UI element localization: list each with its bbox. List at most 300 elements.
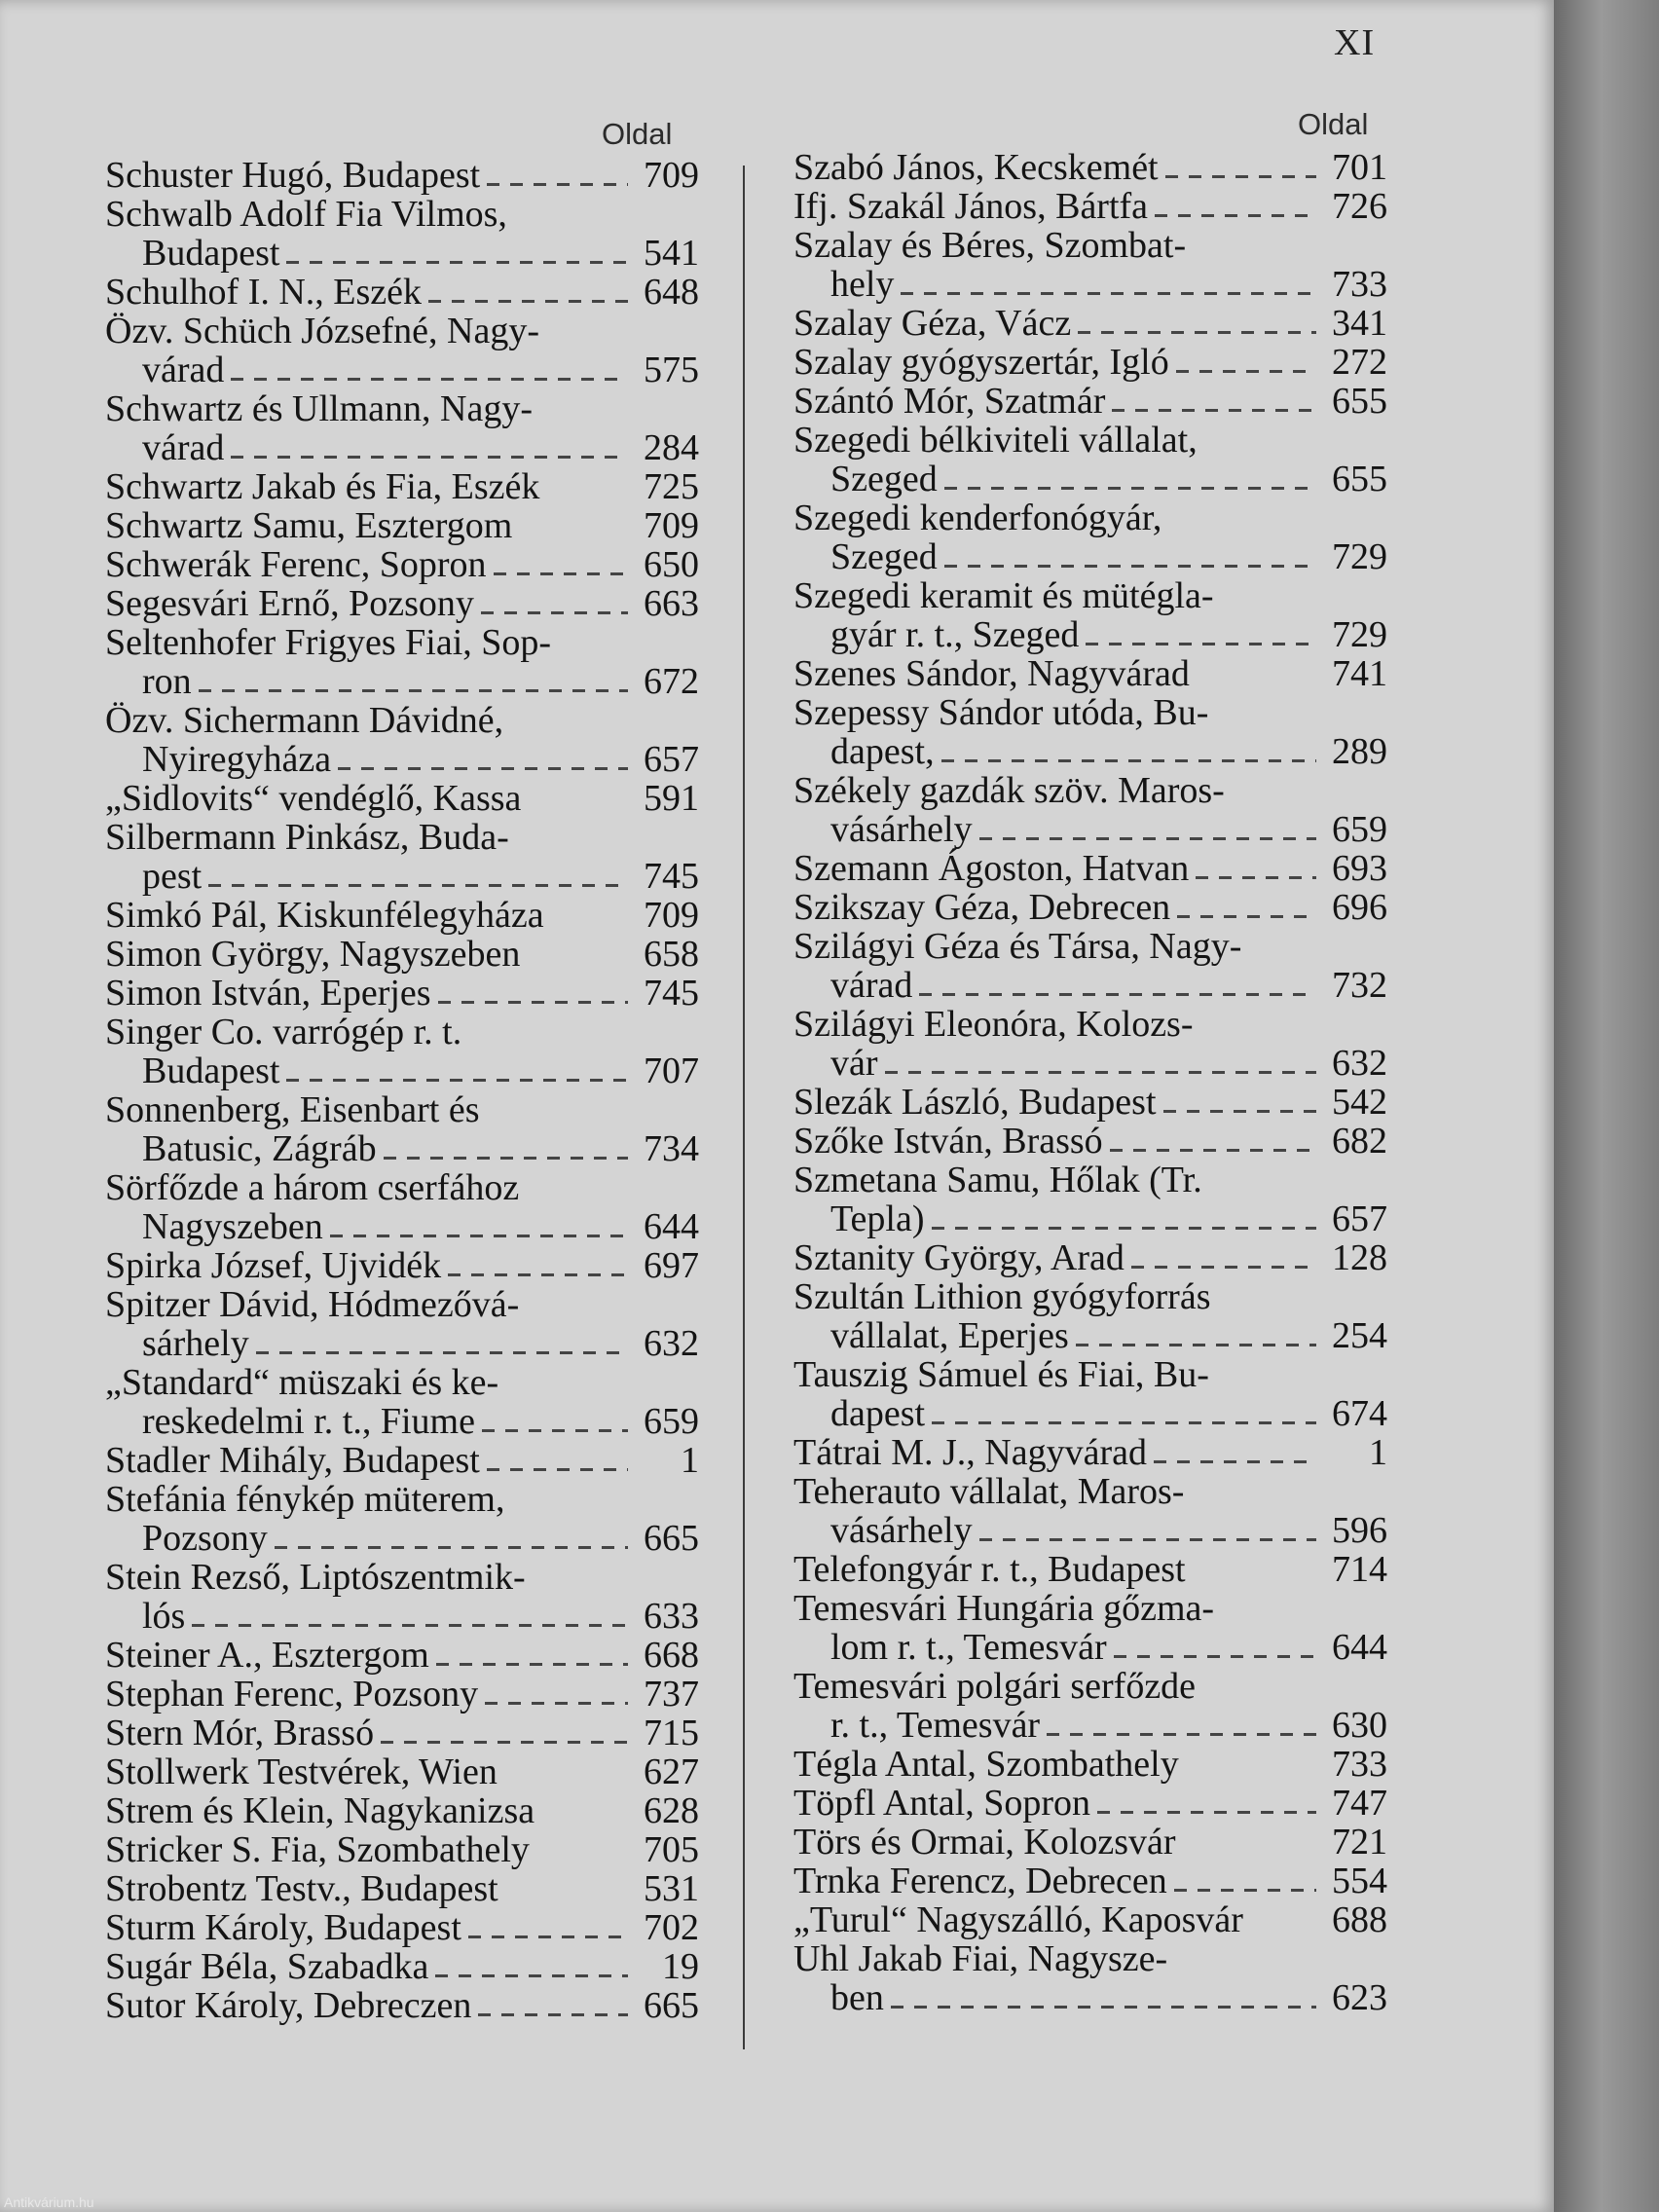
entry-text: Stefánia fénykép müterem, — [105, 1479, 505, 1520]
index-entry-line — [793, 1083, 1387, 1122]
entry-text: ben — [830, 1977, 884, 2018]
entry-page-number: 714 — [1332, 1549, 1387, 1590]
index-entry-line — [105, 818, 699, 857]
entry-text: Sonnenberg, Eisenbart és — [105, 1089, 480, 1130]
entry-page-number: 734 — [644, 1128, 699, 1169]
entry-text: vásárhely — [830, 1510, 973, 1551]
index-entry-line — [793, 1005, 1387, 1044]
index-entry-line — [105, 1207, 699, 1246]
index-entry-line — [105, 1869, 699, 1908]
index-entry-line — [105, 506, 699, 545]
entry-text: Schwartz Jakab és Fia, Eszék — [105, 466, 540, 507]
entry-text: pest — [142, 856, 203, 897]
index-entry-line — [793, 1394, 1387, 1433]
index-entry-line — [793, 966, 1387, 1005]
entry-page-number: 623 — [1332, 1977, 1387, 2018]
index-entry-line — [105, 1908, 699, 1947]
entry-text: Budapest — [142, 233, 280, 274]
dot-leader — [1112, 409, 1316, 412]
dot-leader — [901, 292, 1316, 295]
index-entry-line — [105, 1519, 699, 1558]
entry-page-number: 650 — [644, 544, 699, 585]
index-entry-line — [793, 927, 1387, 966]
entry-text: várad — [142, 427, 225, 468]
watermark: Antikvárium.hu — [4, 2194, 94, 2210]
index-entry-line — [105, 350, 699, 389]
entry-text: Özv. Sichermann Dávidné, — [105, 700, 504, 741]
index-entry-line — [105, 1714, 699, 1752]
entry-text: várad — [830, 965, 913, 1006]
entry-page-number: 747 — [1332, 1783, 1387, 1824]
index-entry-line — [793, 1939, 1387, 1978]
entry-page-number: 531 — [644, 1868, 699, 1909]
entry-text: Simkó Pál, Kiskunfélegyháza — [105, 895, 544, 936]
entry-text: Strem és Klein, Nagykanizsa — [105, 1790, 535, 1831]
dot-leader — [1110, 1149, 1316, 1152]
entry-page-number: 732 — [1332, 965, 1387, 1006]
entry-page-number: 697 — [644, 1245, 699, 1286]
index-entry-line — [105, 974, 699, 1013]
entry-page-number: 696 — [1332, 887, 1387, 928]
index-entry-line — [105, 467, 699, 506]
entry-text: Tátrai M. J., Nagyvárad — [793, 1432, 1147, 1473]
dot-leader — [1154, 1460, 1316, 1463]
entry-text: Temesvári Hungária gőzma- — [793, 1588, 1215, 1629]
entry-text: gyár r. t., Szeged — [830, 614, 1080, 655]
dot-leader — [208, 884, 628, 887]
index-entry-line — [105, 545, 699, 584]
entry-page-number: 709 — [644, 505, 699, 546]
dot-leader — [941, 759, 1316, 762]
entry-text: Tégla Antal, Szombathely — [793, 1744, 1179, 1785]
entry-text: Sugár Béla, Szabadka — [105, 1946, 429, 1987]
index-entry-line — [105, 1791, 699, 1830]
dot-leader — [286, 1079, 628, 1082]
entry-text: Szőke István, Brassó — [793, 1121, 1103, 1161]
dot-leader — [1174, 1889, 1316, 1892]
index-entry-line — [793, 1667, 1387, 1706]
index-entry-line — [793, 1472, 1387, 1511]
index-entry-line — [793, 1316, 1387, 1355]
index-entry-line — [105, 389, 699, 428]
index-entry-line — [105, 1402, 699, 1441]
index-entry-line — [793, 1199, 1387, 1238]
entry-text: Szikszay Géza, Debrecen — [793, 887, 1171, 928]
entry-text: Spirka József, Ujvidék — [105, 1245, 442, 1286]
entry-text: Töpfl Antal, Sopron — [793, 1783, 1091, 1824]
index-entry-line — [793, 576, 1387, 615]
index-entry-line — [793, 265, 1387, 304]
entry-text: Uhl Jakab Fiai, Nagysze- — [793, 1938, 1168, 1979]
entry-text: Budapest — [142, 1051, 280, 1091]
index-entry-line — [793, 1862, 1387, 1900]
index-entry-line — [105, 701, 699, 740]
entry-page-number: 663 — [644, 583, 699, 624]
entry-page-number: 657 — [644, 739, 699, 780]
dot-leader — [891, 2006, 1316, 2009]
entry-text: Szultán Lithion gyógyforrás — [793, 1276, 1211, 1317]
entry-text: „Sidlovits“ vendéglő, Kassa — [105, 778, 522, 819]
index-entry-line — [793, 382, 1387, 421]
index-entry-line — [105, 1558, 699, 1597]
dot-leader — [381, 1741, 628, 1744]
entry-text: Nagyszeben — [142, 1206, 323, 1247]
entry-page-number: 745 — [644, 856, 699, 897]
index-entry-line — [105, 584, 699, 623]
entry-page-number: 668 — [644, 1635, 699, 1676]
dot-leader — [487, 1468, 628, 1471]
index-entry-line — [793, 1823, 1387, 1862]
index-entry-line — [105, 1090, 699, 1129]
entry-text: Nyiregyháza — [142, 739, 332, 780]
dot-leader — [482, 1429, 628, 1432]
index-entry-line — [793, 1745, 1387, 1784]
entry-text: Szilágyi Eleonóra, Kolozs- — [793, 1004, 1194, 1045]
index-entry-line — [105, 1363, 699, 1402]
index-entry-line — [793, 1122, 1387, 1161]
dot-leader — [1086, 643, 1316, 645]
entry-page-number: 702 — [644, 1907, 699, 1948]
index-entry-line — [105, 662, 699, 701]
entry-text: Özv. Schüch Józsefné, Nagy- — [105, 311, 539, 351]
index-entry-line — [793, 1589, 1387, 1628]
dot-leader — [1163, 1110, 1316, 1113]
entry-page-number: 648 — [644, 272, 699, 313]
index-entry-line — [793, 1355, 1387, 1394]
entry-text: Szalay Géza, Vácz — [793, 303, 1072, 344]
index-entry-line — [793, 888, 1387, 927]
entry-page-number: 709 — [644, 155, 699, 196]
index-entry-line — [105, 1168, 699, 1207]
dot-leader — [275, 1546, 628, 1549]
dot-leader — [919, 993, 1316, 996]
entry-page-number: 665 — [644, 1985, 699, 2026]
entry-text: Szegedi keramit és mütégla- — [793, 575, 1214, 616]
entry-text: Sörfőzde a három cserfához — [105, 1167, 520, 1208]
entry-page-number: 733 — [1332, 264, 1387, 305]
dot-leader — [428, 300, 628, 303]
book-edge — [1554, 0, 1659, 2212]
entry-text: Szabó János, Kecskemét — [793, 147, 1159, 188]
index-entry-line — [793, 421, 1387, 460]
index-entry-line — [793, 537, 1387, 576]
dot-leader — [485, 1702, 628, 1705]
dot-leader — [192, 1624, 628, 1627]
entry-page-number: 554 — [1332, 1861, 1387, 1901]
entry-text: Schulhof I. N., Eszék — [105, 272, 423, 313]
index-entry-line — [793, 343, 1387, 382]
entry-text: ron — [142, 661, 192, 702]
index-entry-line — [105, 896, 699, 935]
entry-text: Stern Mór, Brassó — [105, 1713, 375, 1753]
entry-page-number: 19 — [662, 1946, 699, 1987]
entry-text: reskedelmi r. t., Fiume — [142, 1401, 475, 1442]
entry-page-number: 591 — [644, 778, 699, 819]
index-entry-line — [105, 1129, 699, 1168]
entry-page-number: 1 — [1369, 1432, 1387, 1473]
entry-page-number: 705 — [644, 1829, 699, 1870]
dot-leader — [481, 611, 628, 614]
column-divider — [743, 166, 745, 2049]
entry-text: Szeged — [830, 536, 938, 577]
index-entry-line — [793, 654, 1387, 693]
entry-page-number: 737 — [644, 1674, 699, 1714]
entry-text: Schwerák Ferenc, Sopron — [105, 544, 487, 585]
index-entry-line — [105, 1246, 699, 1285]
index-entry-line — [793, 1550, 1387, 1589]
entry-page-number: 659 — [644, 1401, 699, 1442]
index-entry-line — [105, 273, 699, 312]
entry-text: hely — [830, 264, 895, 305]
entry-text: Sztanity György, Arad — [793, 1237, 1124, 1278]
entry-text: Szeged — [830, 459, 938, 499]
entry-text: Trnka Ferencz, Debrecen — [793, 1861, 1167, 1901]
dot-leader — [885, 1071, 1316, 1074]
entry-page-number: 632 — [1332, 1043, 1387, 1084]
dot-leader — [435, 1974, 628, 1977]
entry-page-number: 745 — [644, 973, 699, 1014]
dot-leader — [1076, 1344, 1316, 1346]
entry-page-number: 657 — [1332, 1198, 1387, 1239]
entry-text: Stephan Ferenc, Pozsony — [105, 1674, 479, 1714]
entry-text: Szemann Ágoston, Hatvan — [793, 848, 1190, 889]
entry-text: Szegedi kenderfonógyár, — [793, 498, 1162, 538]
entry-page-number: 733 — [1332, 1744, 1387, 1785]
entry-text: Tepla) — [830, 1198, 925, 1239]
entry-page-number: 632 — [644, 1323, 699, 1364]
index-entry-line — [105, 1324, 699, 1363]
index-entry-line — [793, 498, 1387, 537]
index-entry-line — [105, 1986, 699, 2025]
index-entry-line — [793, 304, 1387, 343]
dot-leader — [468, 1936, 628, 1938]
entry-page-number: 721 — [1332, 1822, 1387, 1862]
entry-page-number: 725 — [644, 466, 699, 507]
entry-text: Telefongyár r. t., Budapest — [793, 1549, 1186, 1590]
entry-text: lom r. t., Temesvár — [830, 1627, 1107, 1668]
entry-page-number: 630 — [1332, 1705, 1387, 1746]
index-entry-line — [793, 1238, 1387, 1277]
dot-leader — [199, 689, 628, 692]
dot-leader — [1165, 175, 1316, 178]
dot-leader — [1177, 915, 1316, 918]
index-entry-line — [793, 1628, 1387, 1667]
entry-page-number: 284 — [644, 427, 699, 468]
entry-page-number: 693 — [1332, 848, 1387, 889]
entry-page-number: 658 — [644, 934, 699, 975]
entry-page-number: 729 — [1332, 614, 1387, 655]
dot-leader — [944, 487, 1316, 490]
dot-leader — [979, 1538, 1316, 1541]
entry-page-number: 659 — [1332, 809, 1387, 850]
index-entry-line — [105, 1441, 699, 1480]
entry-text: Szalay gyógyszertár, Igló — [793, 342, 1169, 383]
entry-page-number: 644 — [644, 1206, 699, 1247]
entry-text: Stricker S. Fia, Szombathely — [105, 1829, 530, 1870]
index-entry-line — [793, 1044, 1387, 1083]
dot-leader — [1196, 876, 1316, 879]
entry-text: Schwalb Adolf Fia Vilmos, — [105, 194, 507, 235]
index-entry-line — [105, 156, 699, 195]
entry-text: vár — [830, 1043, 878, 1084]
entry-text: Schwartz és Ullmann, Nagy- — [105, 388, 533, 429]
entry-page-number: 272 — [1332, 342, 1387, 383]
entry-text: Schwartz Samu, Esztergom — [105, 505, 513, 546]
index-entry-line — [105, 1752, 699, 1791]
index-entry-line — [105, 312, 699, 350]
right-index-column — [793, 148, 1387, 2017]
index-entry-line — [793, 1161, 1387, 1199]
entry-text: Singer Co. varrógép r. t. — [105, 1012, 462, 1052]
entry-page-number: 741 — [1332, 653, 1387, 694]
entry-text: Teherauto vállalat, Maros- — [793, 1471, 1185, 1512]
entry-page-number: 665 — [644, 1518, 699, 1559]
index-entry-line — [793, 1433, 1387, 1472]
entry-text: Szenes Sándor, Nagyvárad — [793, 653, 1190, 694]
entry-page-number: 701 — [1332, 147, 1387, 188]
dot-leader — [1155, 214, 1316, 217]
index-entry-line — [793, 615, 1387, 654]
entry-page-number: 707 — [644, 1051, 699, 1091]
entry-page-number: 341 — [1332, 303, 1387, 344]
dot-leader — [436, 1663, 628, 1666]
index-entry-line — [793, 1277, 1387, 1316]
entry-text: Ifj. Szakál János, Bártfa — [793, 186, 1149, 227]
index-entry-line — [105, 1636, 699, 1675]
entry-text: vásárhely — [830, 809, 973, 850]
dot-leader — [1131, 1266, 1316, 1269]
entry-page-number: 672 — [644, 661, 699, 702]
entry-text: Temesvári polgári serfőzde — [793, 1666, 1197, 1707]
entry-text: Szilágyi Géza és Társa, Nagy- — [793, 926, 1242, 967]
entry-text: Tauszig Sámuel és Fiai, Bu- — [793, 1354, 1209, 1395]
index-entry-line — [105, 428, 699, 467]
dot-leader — [932, 1227, 1316, 1230]
entry-text: vállalat, Eperjes — [830, 1315, 1069, 1356]
dot-leader — [932, 1421, 1316, 1424]
left-column-header: Oldal — [602, 117, 673, 151]
entry-text: Schuster Hugó, Budapest — [105, 155, 481, 196]
entry-text: „Turul“ Nagyszálló, Kaposvár — [793, 1899, 1243, 1940]
entry-text: Stadler Mihály, Budapest — [105, 1440, 480, 1481]
entry-text: Sutor Károly, Debreczen — [105, 1985, 472, 2026]
entry-text: Pozsony — [142, 1518, 268, 1559]
index-entry-line — [105, 740, 699, 779]
index-entry-line — [793, 1900, 1387, 1939]
entry-text: Szalay és Béres, Szombat- — [793, 225, 1187, 266]
dot-leader — [438, 1001, 628, 1004]
entry-page-number: 627 — [644, 1751, 699, 1792]
index-entry-line — [793, 732, 1387, 771]
dot-leader — [1078, 331, 1316, 334]
dot-leader — [979, 837, 1316, 840]
entry-page-number: 674 — [1332, 1393, 1387, 1434]
entry-page-number: 596 — [1332, 1510, 1387, 1551]
index-entry-line — [793, 693, 1387, 732]
index-entry-line — [105, 1285, 699, 1324]
index-entry-line — [105, 1480, 699, 1519]
index-entry-line — [105, 234, 699, 273]
entry-page-number: 128 — [1332, 1237, 1387, 1278]
dot-leader — [231, 456, 628, 459]
dot-leader — [330, 1235, 628, 1237]
dot-leader — [944, 565, 1316, 568]
index-entry-line — [793, 849, 1387, 888]
index-entry-line — [793, 148, 1387, 187]
index-entry-line — [105, 1675, 699, 1714]
index-entry-line — [105, 1830, 699, 1869]
entry-text: Seltenhofer Frigyes Fiai, Sop- — [105, 622, 552, 663]
entry-text: Stollwerk Testvérek, Wien — [105, 1751, 498, 1792]
dot-leader — [1176, 370, 1316, 373]
entry-page-number: 541 — [644, 233, 699, 274]
index-entry-line — [105, 1947, 699, 1986]
entry-text: Steiner A., Esztergom — [105, 1635, 429, 1676]
entry-text: Stein Rezső, Liptószentmik- — [105, 1557, 526, 1598]
dot-leader — [448, 1273, 628, 1276]
dot-leader — [487, 183, 628, 186]
entry-text: Székely gazdák szöv. Maros- — [793, 770, 1225, 811]
entry-text: dapest — [830, 1393, 926, 1434]
entry-text: Szmetana Samu, Hőlak (Tr. — [793, 1160, 1202, 1200]
index-entry-line — [793, 1978, 1387, 2017]
dot-leader — [1114, 1655, 1316, 1658]
entry-text: Strobentz Testv., Budapest — [105, 1868, 498, 1909]
entry-text: lós — [142, 1596, 186, 1637]
entry-text: Slezák László, Budapest — [793, 1082, 1157, 1123]
entry-page-number: 655 — [1332, 381, 1387, 422]
dot-leader — [1047, 1733, 1316, 1736]
entry-text: várad — [142, 350, 225, 390]
dot-leader — [256, 1351, 628, 1354]
index-entry-line — [105, 1051, 699, 1090]
index-entry-line — [105, 623, 699, 662]
page-number: XI — [1334, 22, 1376, 63]
entry-page-number: 542 — [1332, 1082, 1387, 1123]
entry-page-number: 709 — [644, 895, 699, 936]
entry-page-number: 633 — [644, 1596, 699, 1637]
index-entry-line — [105, 1013, 699, 1051]
entry-page-number: 682 — [1332, 1121, 1387, 1161]
entry-text: sárhely — [142, 1323, 249, 1364]
entry-page-number: 628 — [644, 1790, 699, 1831]
entry-text: Szepessy Sándor utóda, Bu- — [793, 692, 1209, 733]
index-entry-line — [793, 226, 1387, 265]
index-entry-line — [793, 1706, 1387, 1745]
dot-leader — [231, 378, 628, 381]
entry-page-number: 644 — [1332, 1627, 1387, 1668]
index-entry-line — [105, 1597, 699, 1636]
entry-text: Silbermann Pinkász, Buda- — [105, 817, 509, 858]
index-entry-line — [793, 810, 1387, 849]
index-entry-line — [793, 460, 1387, 498]
index-entry-line — [105, 857, 699, 896]
dot-leader — [338, 767, 628, 770]
entry-text: Szántó Mór, Szatmár — [793, 381, 1106, 422]
entry-text: Törs és Ormai, Kolozsvár — [793, 1822, 1176, 1862]
index-entry-line — [105, 935, 699, 974]
index-entry-line — [793, 187, 1387, 226]
entry-page-number: 715 — [644, 1713, 699, 1753]
entry-page-number: 254 — [1332, 1315, 1387, 1356]
right-column-header: Oldal — [1298, 107, 1369, 141]
entry-text: Spitzer Dávid, Hódmezővá- — [105, 1284, 520, 1325]
entry-text: Simon István, Eperjes — [105, 973, 431, 1014]
entry-page-number: 726 — [1332, 186, 1387, 227]
entry-page-number: 289 — [1332, 731, 1387, 772]
index-entry-line — [105, 779, 699, 818]
entry-text: dapest, — [830, 731, 935, 772]
